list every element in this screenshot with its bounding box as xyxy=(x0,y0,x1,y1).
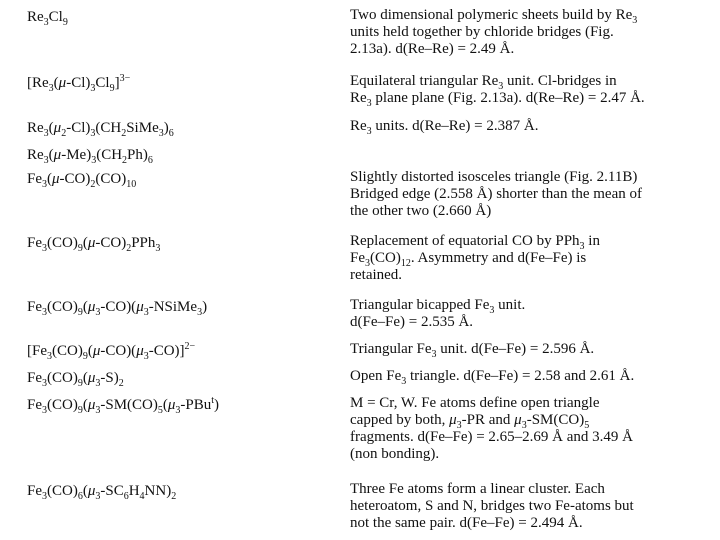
description-line: d(Fe–Fe) = 2.535 Å. xyxy=(350,314,474,330)
description-cell xyxy=(350,7,712,58)
description-line: M = Cr, W. Fe atoms define open triangle xyxy=(350,395,600,411)
description-line: Replacement of equatorial CO by PPh$_3$ in xyxy=(350,233,600,252)
description-line: Slightly distorted isosceles triangle (Fig. 2.11B) xyxy=(350,169,638,185)
description-cell xyxy=(350,169,712,220)
description-line: retained. xyxy=(350,267,403,283)
description-line: Triangular bicapped $Fe_3$ unit. xyxy=(350,297,526,316)
description-line: Three Fe atoms form a linear cluster. Each xyxy=(350,481,605,497)
description-line: heteroatom, S and N, bridges two Fe-atoms but xyxy=(350,498,634,514)
description-cell xyxy=(350,73,712,107)
description-line: (non bonding). xyxy=(350,446,440,462)
description-line: units held together by chloride bridges (Fig. xyxy=(350,24,614,40)
description-line: Two dimensional polymeric sheets build by $Re_3$ xyxy=(350,7,638,26)
formula-cell: $[Fe_3(CO)_9(\mu-CO)(\mu_3-CO)]^{2-}$ xyxy=(27,341,196,362)
description-cell xyxy=(350,233,712,284)
description-line: Equilateral triangular $Re_3$ unit. Cl-bridges in xyxy=(350,73,617,92)
description-cell xyxy=(350,341,712,358)
description-line: not the same pair. d(Fe–Fe) = 2.494 Å. xyxy=(350,515,583,531)
description-cell xyxy=(350,481,712,532)
formula-cell: $Fe_3(CO)_9(\mu_3-SM(CO)_5(\mu_3-PBu^t)$ xyxy=(27,395,220,416)
description-cell xyxy=(350,395,712,463)
description-line: Triangular $Fe_3$ unit. d(Fe–Fe) = 2.596 Å. xyxy=(350,341,595,360)
formula-cell: $[Re_3(\mu-Cl)_3Cl_9]^{3-}$ xyxy=(27,73,131,94)
description-line: 2.13a). d(Re–Re) = 2.49 Å. xyxy=(350,41,515,57)
formula-cell: $Re_3(\mu-Me)_3(CH_2Ph)_6$ xyxy=(27,147,153,166)
description-cell xyxy=(350,118,712,135)
description-line: $Re_3$ plane plane (Fig. 2.13a). d(Re–Re) = 2.47 Å. xyxy=(350,90,645,109)
description-line: the other two (2.660 Å) xyxy=(350,203,492,219)
formula-cell: $Re_3(\mu_2-Cl)_3(CH_2SiMe_3)_6$ xyxy=(27,120,174,139)
formula-cell: $Fe_3(\mu-CO)_2(CO)_{10}$ xyxy=(27,171,137,190)
formula-cell: $Fe_3(CO)_9(\mu_3-CO)(\mu_3-NSiMe_3)$ xyxy=(27,299,208,318)
description-cell xyxy=(350,368,712,385)
formula-cell: $Re_3Cl_9$ xyxy=(27,9,68,28)
description-line: Open $Fe_3$ triangle. d(Fe–Fe) = 2.58 and 2.61 Å. xyxy=(350,368,635,387)
formula-cell: $Fe_3(CO)_9(\mu-CO)_2PPh_3$ xyxy=(27,235,161,254)
formula-cell: $Fe_3(CO)_9(\mu_3-S)_2$ xyxy=(27,370,124,389)
description-line: $Re_3$ units. d(Re–Re) = 2.387 Å. xyxy=(350,118,539,137)
formula-cell: $Fe_3(CO)_6(\mu_3-SC_6H_4NN)_2$ xyxy=(27,483,177,502)
description-line: capped by both, $\mu_3-PR$ and $\mu_3-SM(CO)_5$ xyxy=(350,412,590,431)
description-line: fragments. d(Fe–Fe) = 2.65–2.69 Å and 3.49 Å xyxy=(350,429,634,445)
description-cell xyxy=(350,297,712,331)
description-line: $Fe_3(CO)_{12}$. Asymmetry and d(Fe–Fe) is xyxy=(350,250,587,269)
description-line: Bridged edge (2.558 Å) shorter than the mean of xyxy=(350,186,642,202)
